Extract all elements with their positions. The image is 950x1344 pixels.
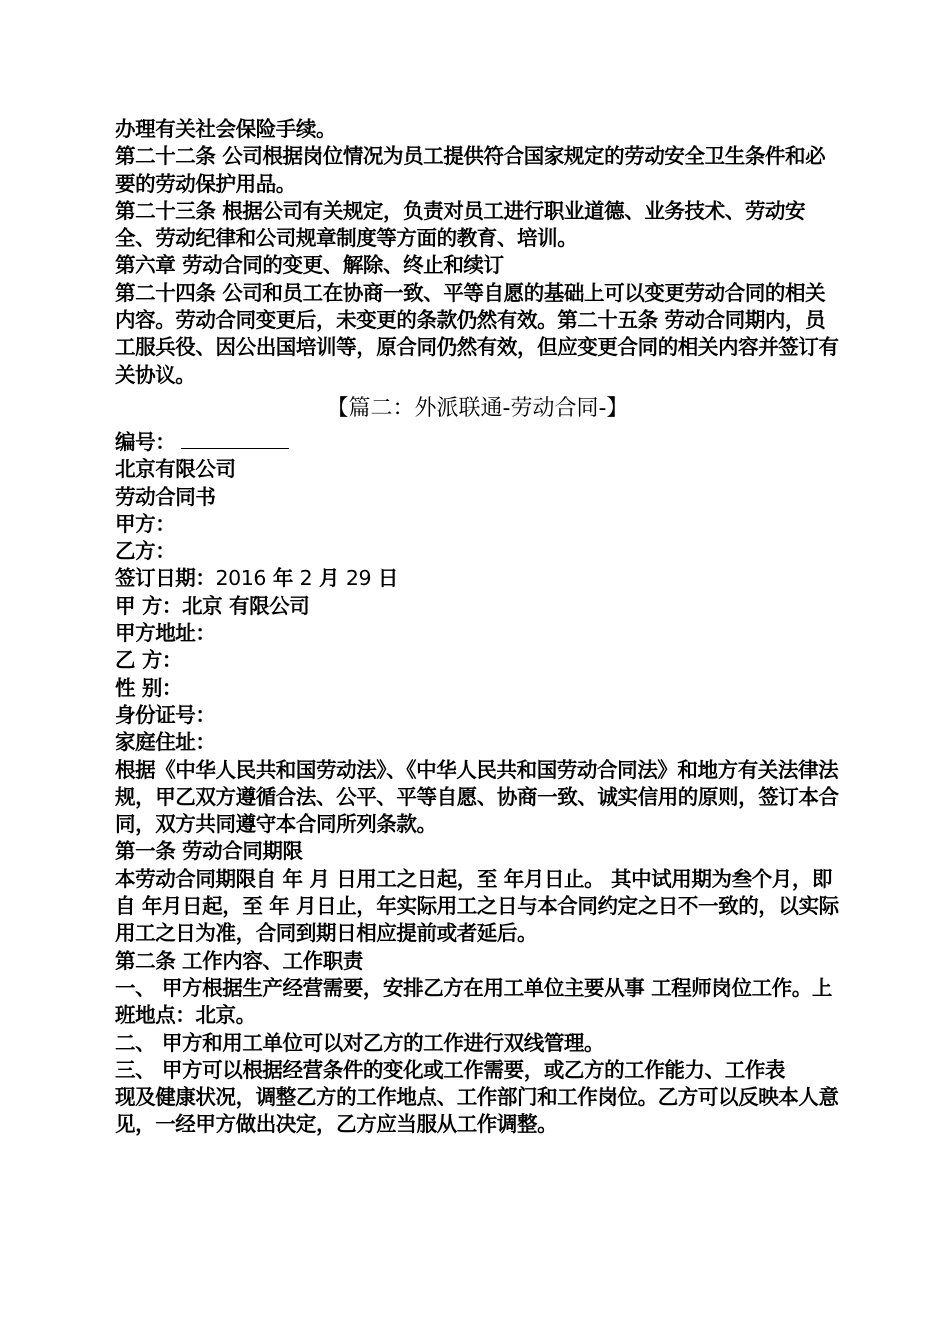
article-22: 第二十二条 公司根据岗位情况为员工提供符合国家规定的劳动安全卫生条件和必要的劳动保护用品。 bbox=[115, 144, 826, 196]
article-2-item-3-continued: 现及健康状况，调整乙方的工作地点、工作部门和工作岗位。乙方可以反映本人意见，一经甲方做出决定，乙方应当服从工作调整。 bbox=[115, 1085, 839, 1137]
party-b-field: 乙 方： bbox=[115, 648, 183, 673]
contract-number-label: 编号： bbox=[115, 429, 176, 454]
article-23: 第二十三条 根据公司有关规定，负责对员工进行职业道德、业务技术、劳动安全、劳动纪律和公司规章制度等方面的教育、培训。 bbox=[115, 198, 806, 251]
sign-day: 29 bbox=[345, 566, 372, 591]
section-title: 【篇二：外派联通-劳动合同-】 bbox=[326, 395, 629, 421]
preamble: 根据《中华人民共和国劳动法》、《中华人民共和国劳动合同法》和地方有关法律法规，甲乙双方遵循合法、公平、平等自愿、协商一致、诚实信用的原则，签订本合同，双方共同遵守本合同所列条款。 bbox=[115, 757, 839, 837]
document-content bbox=[115, 116, 840, 1139]
company-name: 北京有限公司 bbox=[115, 457, 236, 482]
article-2-item-1: 一、 甲方根据生产经营需要，安排乙方在用工单位主要从事 工程师岗位工作。上班地点：北京。 bbox=[115, 975, 832, 1028]
contract-number-blank bbox=[181, 430, 289, 449]
id-number-field: 身份证号： bbox=[115, 702, 216, 727]
paragraph: 办理有关社会保险手续。 bbox=[115, 117, 337, 141]
article-1-title: 第一条 劳动合同期限 bbox=[115, 839, 303, 864]
party-b-label: 乙方： bbox=[115, 539, 176, 564]
sign-month: 2 bbox=[299, 566, 313, 591]
article-2-item-2: 二、 甲方和用工单位可以对乙方的工作进行双线管理。 bbox=[115, 1030, 605, 1055]
sign-day-unit: 日 bbox=[371, 566, 399, 591]
article-1-text: 本劳动合同期限自 年 月 日用工之日起，至 年月日止。 其中试用期为叁个月，即自 年月日起，至 年 月日止，年实际用工之日与本合同约定之日不一致的，以实际用工之日为准，合同到期日相应提前或者延后。 bbox=[115, 866, 839, 946]
home-address-field: 家庭住址： bbox=[115, 730, 216, 755]
sign-date-label: 签订日期： bbox=[115, 566, 216, 591]
article-24-25: 第二十四条 公司和员工在协商一致、平等自愿的基础上可以变更劳动合同的相关内容。劳动合同变更后，未变更的条款仍然有效。第二十五条 劳动合同期内，员工服兵役、因公出国培训等，原合同仍然有效，但应变更合同的相关内容并签订有关协议。 bbox=[115, 280, 839, 387]
sign-date bbox=[115, 565, 840, 592]
contract-number bbox=[115, 429, 840, 456]
party-a-label: 甲方： bbox=[115, 511, 176, 536]
chapter-6-heading: 第六章 劳动合同的变更、解除、终止和续订 bbox=[115, 253, 504, 278]
sign-month-unit: 月 bbox=[312, 566, 346, 591]
document-title: 劳动合同书 bbox=[115, 484, 216, 509]
article-2-title: 第二条 工作内容、工作职责 bbox=[115, 948, 363, 973]
gender-field: 性 别： bbox=[115, 675, 183, 700]
sign-year-unit: 年 bbox=[266, 566, 300, 591]
party-a-name: 甲 方：北京 有限公司 bbox=[115, 593, 310, 618]
article-2-item-3: 三、 甲方可以根据经营条件的变化或工作需要，或乙方的工作能力、工作表 bbox=[115, 1057, 786, 1082]
sign-year: 2016 bbox=[215, 566, 267, 591]
party-a-address: 甲方地址： bbox=[115, 621, 216, 646]
